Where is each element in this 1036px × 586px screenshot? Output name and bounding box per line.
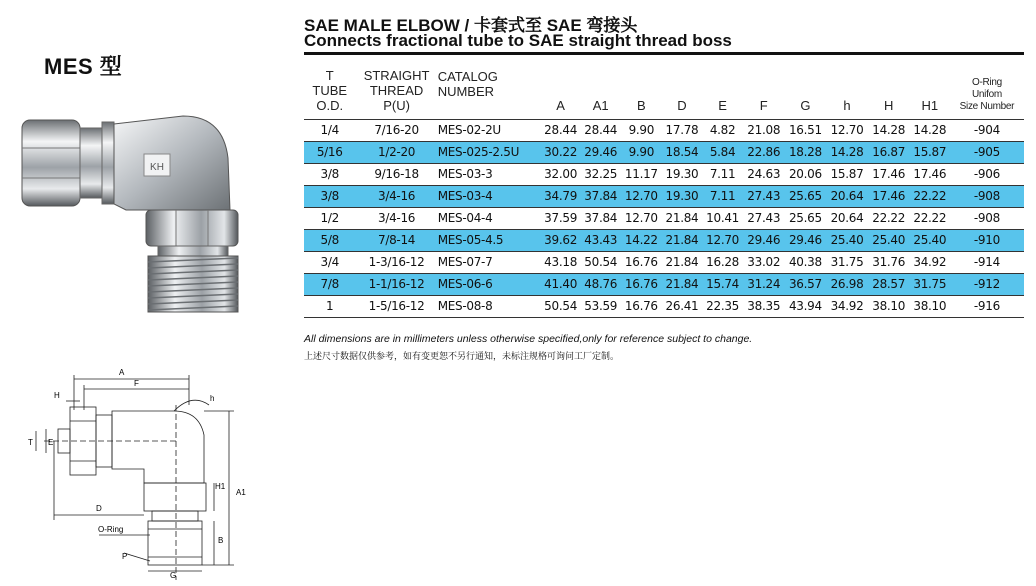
cell-catalog: MES-03-4: [438, 185, 541, 207]
cell-thread: 1-5/16-12: [355, 295, 437, 317]
cell-thread: 3/4-16: [355, 185, 437, 207]
table-row: [304, 207, 1024, 229]
cell-h: 25.40: [826, 229, 867, 251]
cell-tube: 1/2: [304, 207, 355, 229]
cell-tube: 1/4: [304, 119, 355, 141]
cell-oring: -916: [950, 295, 1024, 317]
cell-h: 25.40: [868, 229, 910, 251]
cell-tube: 3/4: [304, 251, 355, 273]
cell-thread: 9/16-18: [355, 163, 437, 185]
cell-a1: 53.59: [581, 295, 621, 317]
cell-b: 9.90: [621, 119, 662, 141]
title-line2: Connects fractional tube to SAE straight thread boss: [304, 31, 732, 50]
dim-label-t: T: [28, 438, 33, 447]
col-f: F: [759, 97, 768, 113]
cell-a1: 37.84: [581, 185, 621, 207]
cell-g: 16.51: [784, 119, 826, 141]
cell-h: 17.46: [868, 163, 910, 185]
cell-f: 29.46: [743, 229, 784, 251]
cell-g: 43.94: [784, 295, 826, 317]
cell-h1: 31.75: [910, 273, 950, 295]
cell-catalog: MES-025-2.5U: [438, 141, 541, 163]
col-h-small: h: [843, 97, 851, 113]
cell-a1: 29.46: [581, 141, 621, 163]
note-english: All dimensions are in millimeters unless otherwise specified,only for reference subject to change.: [304, 333, 753, 345]
cell-catalog: MES-05-4.5: [438, 229, 541, 251]
cell-h: 20.64: [826, 207, 867, 229]
cell-thread: 3/4-16: [355, 207, 437, 229]
cell-catalog: MES-07-7: [438, 251, 541, 273]
title-rule: [304, 52, 1024, 55]
table-row: [304, 251, 1024, 273]
cell-a1: 37.84: [581, 207, 621, 229]
col-b: B: [637, 97, 646, 113]
cell-h1: 22.22: [910, 207, 950, 229]
col-g: G: [800, 97, 811, 113]
dim-label-h-small: h: [210, 394, 215, 403]
note-chinese: 上述尺寸数据仅供参考，如有变更恕不另行通知，未标注规格可询问工厂定制。: [304, 351, 620, 361]
col-h: H: [883, 97, 894, 113]
cell-h1: 22.22: [910, 185, 950, 207]
cell-h: 16.87: [868, 141, 910, 163]
cell-a1: 28.44: [581, 119, 621, 141]
cell-oring: -914: [950, 251, 1024, 273]
cell-h: 22.22: [868, 207, 910, 229]
cell-f: 33.02: [743, 251, 784, 273]
cell-d: 17.78: [662, 119, 702, 141]
cell-f: 31.24: [743, 273, 784, 295]
cell-g: 20.06: [784, 163, 826, 185]
cell-g: 36.57: [784, 273, 826, 295]
cell-h: 17.46: [868, 185, 910, 207]
col-oring-size: O-Ring Unifom Size Number: [959, 76, 1015, 112]
cell-catalog: MES-04-4: [438, 207, 541, 229]
dim-label-a1: A1: [236, 488, 246, 497]
cell-f: 24.63: [743, 163, 784, 185]
table-row: [304, 295, 1024, 317]
table-row: [304, 229, 1024, 251]
cell-thread: 1/2-20: [355, 141, 437, 163]
col-straight-thread: STRAIGHT THREAD P(U): [363, 67, 430, 113]
cell-e: 22.35: [702, 295, 743, 317]
cell-a1: 48.76: [581, 273, 621, 295]
cell-tube: 5/8: [304, 229, 355, 251]
dim-label-h: H: [54, 391, 60, 400]
cell-b: 12.70: [621, 185, 662, 207]
cell-b: 14.22: [621, 229, 662, 251]
cell-h: 20.64: [826, 185, 867, 207]
cell-a: 39.62: [541, 229, 581, 251]
dim-label-f: F: [134, 379, 139, 388]
cell-oring: -906: [950, 163, 1024, 185]
table-row: [304, 185, 1024, 207]
cell-a: 43.18: [541, 251, 581, 273]
cell-tube: 3/8: [304, 163, 355, 185]
col-a: A: [556, 97, 565, 113]
cell-catalog: MES-08-8: [438, 295, 541, 317]
cell-g: 25.65: [784, 185, 826, 207]
cell-e: 4.82: [702, 119, 743, 141]
cell-d: 19.30: [662, 163, 702, 185]
cell-a1: 32.25: [581, 163, 621, 185]
col-d: D: [677, 97, 687, 113]
cell-e: 7.11: [702, 185, 743, 207]
col-a1: A1: [592, 97, 609, 113]
dim-label-p: P: [122, 552, 128, 561]
col-catalog-number: CATALOG NUMBER: [437, 68, 498, 99]
cell-e: 5.84: [702, 141, 743, 163]
cell-g: 29.46: [784, 229, 826, 251]
cell-catalog: MES-02-2U: [438, 119, 541, 141]
cell-catalog: MES-03-3: [438, 163, 541, 185]
dim-label-a: A: [119, 368, 125, 377]
cell-b: 16.76: [621, 273, 662, 295]
cell-h1: 38.10: [910, 295, 950, 317]
cell-b: 12.70: [621, 207, 662, 229]
cell-h: 14.28: [826, 141, 867, 163]
cell-tube: 7/8: [304, 273, 355, 295]
cell-oring: -912: [950, 273, 1024, 295]
dim-label-h1: H1: [215, 482, 226, 491]
cell-h: 28.57: [868, 273, 910, 295]
cell-f: 22.86: [743, 141, 784, 163]
cell-f: 27.43: [743, 207, 784, 229]
cell-d: 21.84: [662, 251, 702, 273]
cell-d: 21.84: [662, 229, 702, 251]
cell-h: 31.76: [868, 251, 910, 273]
col-h1: H1: [921, 97, 939, 113]
cell-a: 28.44: [541, 119, 581, 141]
dim-label-d: D: [96, 504, 102, 513]
cell-a1: 50.54: [581, 251, 621, 273]
cell-d: 19.30: [662, 185, 702, 207]
cell-a: 37.59: [541, 207, 581, 229]
cell-f: 38.35: [743, 295, 784, 317]
cell-oring: -908: [950, 185, 1024, 207]
cell-tube: 5/16: [304, 141, 355, 163]
dimension-drawing: [24, 365, 264, 580]
cell-e: 15.74: [702, 273, 743, 295]
col-tube-od: T TUBE O.D.: [312, 67, 348, 113]
cell-oring: -904: [950, 119, 1024, 141]
cell-a: 32.00: [541, 163, 581, 185]
dim-label-e: E: [48, 438, 54, 447]
cell-a: 34.79: [541, 185, 581, 207]
cell-d: 18.54: [662, 141, 702, 163]
cell-e: 7.11: [702, 163, 743, 185]
cell-e: 16.28: [702, 251, 743, 273]
cell-a: 30.22: [541, 141, 581, 163]
cell-tube: 3/8: [304, 185, 355, 207]
cell-g: 40.38: [784, 251, 826, 273]
cell-e: 10.41: [702, 207, 743, 229]
dim-label-b: B: [218, 536, 224, 545]
col-e: E: [718, 97, 727, 113]
model-label: MES 型: [44, 54, 123, 79]
cell-h: 38.10: [868, 295, 910, 317]
cell-h: 34.92: [826, 295, 867, 317]
table-row: [304, 141, 1024, 163]
cell-a1: 43.43: [581, 229, 621, 251]
dimensions-table: [304, 57, 1024, 318]
cell-catalog: MES-06-6: [438, 273, 541, 295]
cell-e: 12.70: [702, 229, 743, 251]
cell-h1: 14.28: [910, 119, 950, 141]
cell-f: 27.43: [743, 185, 784, 207]
cell-b: 11.17: [621, 163, 662, 185]
cell-h: 15.87: [826, 163, 867, 185]
dim-label-o-ring: O-Ring: [98, 525, 124, 534]
table-row: [304, 163, 1024, 185]
cell-thread: 1-3/16-12: [355, 251, 437, 273]
cell-b: 16.76: [621, 251, 662, 273]
cell-a: 41.40: [541, 273, 581, 295]
cell-f: 21.08: [743, 119, 784, 141]
cell-h1: 25.40: [910, 229, 950, 251]
cell-h: 12.70: [826, 119, 867, 141]
cell-oring: -908: [950, 207, 1024, 229]
cell-thread: 7/8-14: [355, 229, 437, 251]
cell-h: 26.98: [826, 273, 867, 295]
cell-h1: 15.87: [910, 141, 950, 163]
product-photo: [18, 108, 263, 320]
cell-d: 21.84: [662, 273, 702, 295]
dim-label-g: G: [170, 571, 177, 580]
cell-thread: 7/16-20: [355, 119, 437, 141]
cell-b: 9.90: [621, 141, 662, 163]
title-line1: SAE MALE ELBOW / 卡套式至 SAE 弯接头: [304, 16, 638, 35]
cell-b: 16.76: [621, 295, 662, 317]
cell-d: 21.84: [662, 207, 702, 229]
cell-a: 50.54: [541, 295, 581, 317]
cell-h: 14.28: [868, 119, 910, 141]
kh-badge: KH: [150, 162, 164, 173]
cell-oring: -905: [950, 141, 1024, 163]
cell-oring: -910: [950, 229, 1024, 251]
cell-g: 18.28: [784, 141, 826, 163]
cell-tube: 1: [304, 295, 355, 317]
cell-h: 31.75: [826, 251, 867, 273]
table-header-row: [304, 57, 1024, 119]
cell-h1: 34.92: [910, 251, 950, 273]
table-row: [304, 273, 1024, 295]
cell-thread: 1-1/16-12: [355, 273, 437, 295]
table-row: [304, 119, 1024, 141]
cell-g: 25.65: [784, 207, 826, 229]
cell-d: 26.41: [662, 295, 702, 317]
cell-h1: 17.46: [910, 163, 950, 185]
